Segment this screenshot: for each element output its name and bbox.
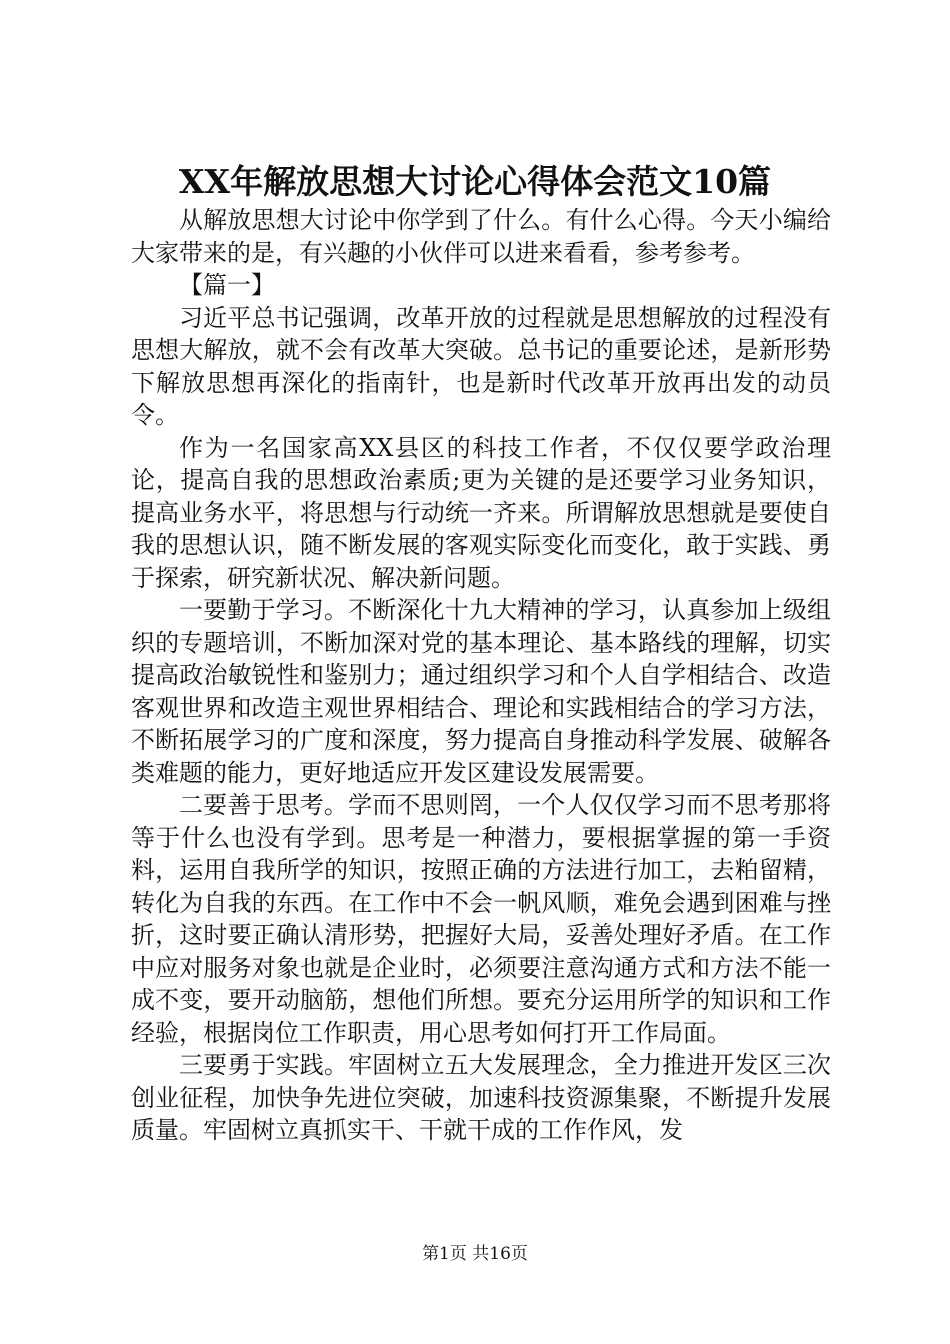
document-body — [131, 204, 831, 1147]
body-paragraph: 作为一名国家高XX县区的科技工作者，不仅仅要学政治理论，提高自我的思想政治素质;更为关键的是还要学习业务知识，提高业务水平，将思想与行动统一齐来。所谓解放思想就是要使自我的思想认识，随不断发展的客观实际变化而变化，敢于实践、勇于探索，研究新状况、解决新问题。 — [131, 433, 831, 592]
document-title: XX年解放思想大讨论心得体会范文10篇 — [178, 162, 772, 201]
body-paragraph: 一要勤于学习。不断深化十九大精神的学习，认真参加上级组织的专题培训，不断加深对党的基本理论、基本路线的理解，切实提高政治敏锐性和鉴别力；通过组织学习和个人自学相结合、改造客观世界和改造主观世界相结合、理论和实践相结合的学习方法，不断拓展学习的广度和深度，努力提高自身推动科学发展、破解各类难题的能力，更好地适应开发区建设发展需要。 — [131, 596, 831, 787]
page-number-footer: 第1页 共16页 — [422, 1244, 528, 1264]
intro-paragraph: 从解放思想大讨论中你学到了什么。有什么心得。今天小编给大家带来的是，有兴趣的小伙伴可以进来看看，参考参考。 — [131, 206, 831, 267]
body-paragraph: 二要善于思考。学而不思则罔，一个人仅仅学习而不思考那将等于什么也没有学到。思考是一种潜力，要根据掌握的第一手资料，运用自我所学的知识，按照正确的方法进行加工，去粕留精，转化为自我的东西。在工作中不会一帆风顺，难免会遇到困难与挫折，这时要正确认清形势，把握好大局，妥善处理好矛盾。在工作中应对服务对象也就是企业时，必须要注意沟通方式和方法不能一成不变，要开动脑筋，想他们所想。要充分运用所学的知识和工作经验，根据岗位工作职责，用心思考如何打开工作局面。 — [131, 791, 831, 1047]
section-heading: 【篇一】 — [179, 271, 275, 299]
body-paragraph: 习近平总书记强调，改革开放的过程就是思想解放的过程没有思想大解放，就不会有改革大突破。总书记的重要论述，是新形势下解放思想再深化的指南针，也是新时代改革开放再出发的动员令。 — [131, 303, 831, 429]
body-paragraph: 三要勇于实践。牢固树立五大发展理念，全力推进开发区三次创业征程，加快争先进位突破，加速科技资源集聚，不断提升发展质量。牢固树立真抓实干、干就干成的工作作风，发 — [131, 1051, 831, 1144]
